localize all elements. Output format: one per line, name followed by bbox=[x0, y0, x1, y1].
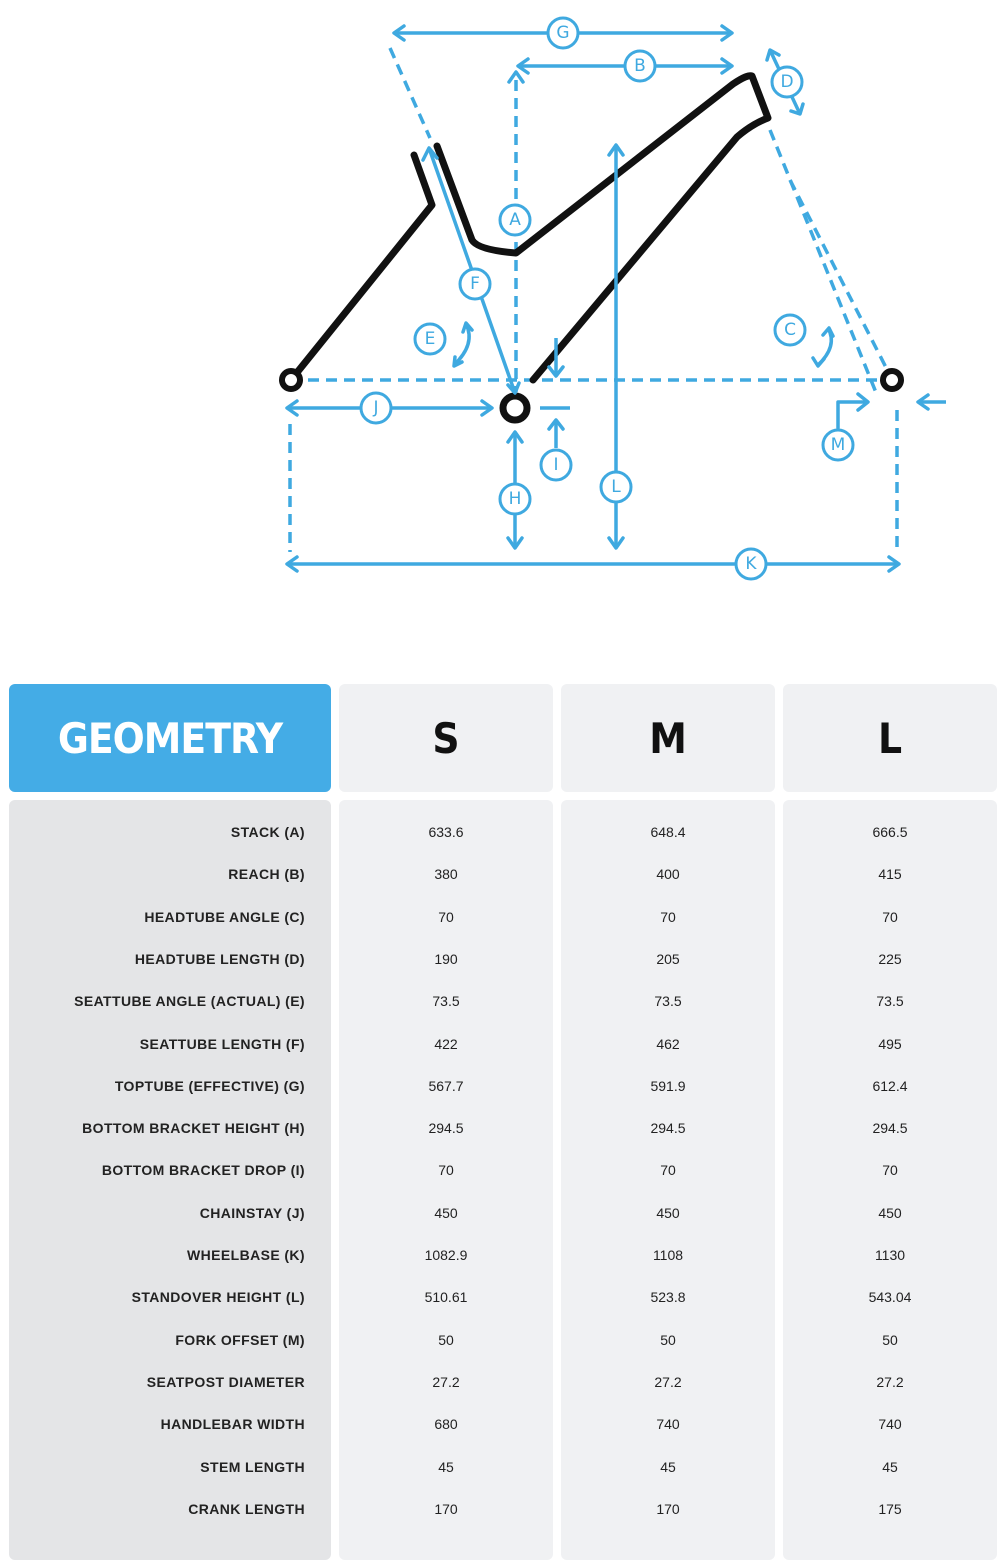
row-label: REACH (B) bbox=[228, 866, 305, 882]
row-label: STEM LENGTH bbox=[200, 1459, 305, 1475]
marker-g bbox=[548, 18, 578, 48]
size-column-s bbox=[339, 684, 553, 1552]
row-label: CHAINSTAY (J) bbox=[199, 1205, 305, 1221]
row-value: 543.04 bbox=[868, 1289, 912, 1305]
row-value: 1130 bbox=[874, 1247, 906, 1263]
row-label: FORK OFFSET (M) bbox=[175, 1332, 305, 1348]
row-value: 27.2 bbox=[432, 1374, 460, 1390]
row-value: 70 bbox=[438, 909, 454, 925]
row-label: BOTTOM BRACKET HEIGHT (H) bbox=[82, 1120, 305, 1136]
row-label: TOPTUBE (EFFECTIVE) (G) bbox=[114, 1078, 305, 1094]
row-value: 612.4 bbox=[872, 1078, 908, 1094]
row-value: 27.2 bbox=[876, 1374, 904, 1390]
row-label: STACK (A) bbox=[230, 824, 305, 840]
row-value: 380 bbox=[434, 866, 458, 882]
row-value: 70 bbox=[882, 909, 898, 925]
row-value: 27.2 bbox=[654, 1374, 682, 1390]
row-value: 50 bbox=[882, 1332, 898, 1348]
dimension-markers bbox=[361, 18, 853, 579]
marker-b bbox=[625, 51, 655, 81]
row-value: 680 bbox=[434, 1416, 458, 1432]
row-label: HEADTUBE ANGLE (C) bbox=[144, 909, 305, 925]
marker-d bbox=[772, 67, 802, 97]
row-value: 648.4 bbox=[650, 824, 686, 840]
row-value: 666.5 bbox=[872, 824, 908, 840]
row-value: 70 bbox=[882, 1162, 898, 1178]
row-value: 422 bbox=[434, 1036, 458, 1052]
size-header-l: L bbox=[783, 684, 997, 792]
marker-c bbox=[775, 315, 805, 345]
row-value: 567.7 bbox=[428, 1078, 464, 1094]
size-column-m bbox=[561, 684, 775, 1552]
row-value: 450 bbox=[656, 1205, 680, 1221]
frame-geometry-diagram bbox=[0, 0, 1006, 620]
rear-axle bbox=[282, 371, 300, 389]
row-label: SEATTUBE ANGLE (ACTUAL) (E) bbox=[74, 993, 305, 1009]
row-value: 170 bbox=[656, 1501, 680, 1517]
row-value: 73.5 bbox=[432, 993, 460, 1009]
svg-text:K: K bbox=[745, 554, 757, 574]
size-column-l bbox=[783, 684, 997, 1552]
table-title: GEOMETRY bbox=[9, 684, 331, 792]
marker-m bbox=[823, 430, 853, 460]
size-header-s: S bbox=[339, 684, 553, 792]
row-label: WHEELBASE (K) bbox=[187, 1247, 305, 1263]
svg-text:J: J bbox=[373, 398, 379, 418]
geometry-table bbox=[9, 684, 997, 1552]
svg-text:A: A bbox=[509, 210, 521, 230]
row-value: 45 bbox=[882, 1459, 898, 1475]
row-value: 205 bbox=[656, 951, 680, 967]
size-header-m: M bbox=[561, 684, 775, 792]
row-value: 633.6 bbox=[428, 824, 464, 840]
svg-text:H: H bbox=[508, 489, 522, 509]
seatstay bbox=[291, 155, 432, 380]
row-value: 450 bbox=[434, 1205, 458, 1221]
marker-a bbox=[500, 205, 530, 235]
row-value: 400 bbox=[656, 866, 680, 882]
svg-text:C: C bbox=[784, 320, 796, 340]
marker-h bbox=[500, 484, 530, 514]
row-label: BOTTOM BRACKET DROP (I) bbox=[101, 1162, 305, 1178]
row-value: 70 bbox=[660, 909, 676, 925]
row-value: 1108 bbox=[652, 1247, 684, 1263]
marker-e bbox=[415, 324, 445, 354]
row-value: 70 bbox=[438, 1162, 454, 1178]
row-value: 73.5 bbox=[654, 993, 682, 1009]
row-value: 190 bbox=[434, 951, 458, 967]
row-value: 50 bbox=[660, 1332, 676, 1348]
row-value: 462 bbox=[656, 1036, 680, 1052]
row-value: 510.61 bbox=[424, 1289, 468, 1305]
row-value: 523.8 bbox=[650, 1289, 686, 1305]
row-value: 225 bbox=[878, 951, 902, 967]
front-axle bbox=[883, 371, 901, 389]
row-value: 450 bbox=[878, 1205, 902, 1221]
svg-text:G: G bbox=[556, 23, 570, 43]
row-value: 1082.9 bbox=[424, 1247, 468, 1263]
row-label: CRANK LENGTH bbox=[188, 1501, 305, 1517]
row-value: 591.9 bbox=[650, 1078, 686, 1094]
marker-k bbox=[736, 549, 766, 579]
row-value: 495 bbox=[878, 1036, 902, 1052]
row-value: 294.5 bbox=[428, 1120, 464, 1136]
svg-text:B: B bbox=[634, 56, 646, 76]
row-label: STANDOVER HEIGHT (L) bbox=[131, 1289, 305, 1305]
row-value: 45 bbox=[660, 1459, 676, 1475]
row-value: 170 bbox=[434, 1501, 458, 1517]
marker-l bbox=[601, 472, 631, 502]
svg-text:M: M bbox=[830, 435, 846, 455]
row-value: 294.5 bbox=[872, 1120, 908, 1136]
reference-lines bbox=[290, 48, 897, 552]
marker-j bbox=[361, 393, 391, 423]
svg-text:E: E bbox=[424, 329, 436, 349]
svg-text:L: L bbox=[611, 477, 621, 497]
row-value: 175 bbox=[878, 1501, 902, 1517]
row-value: 45 bbox=[438, 1459, 454, 1475]
row-value: 70 bbox=[660, 1162, 676, 1178]
row-value: 294.5 bbox=[650, 1120, 686, 1136]
top-tube bbox=[437, 76, 768, 380]
row-value: 415 bbox=[878, 866, 902, 882]
marker-f bbox=[460, 269, 490, 299]
row-label: SEATPOST DIAMETER bbox=[146, 1374, 305, 1390]
svg-text:D: D bbox=[780, 72, 794, 92]
row-label: HEADTUBE LENGTH (D) bbox=[134, 951, 305, 967]
bottom-bracket bbox=[503, 396, 527, 420]
row-value: 740 bbox=[878, 1416, 902, 1432]
bike-frame bbox=[282, 76, 901, 420]
row-value: 740 bbox=[656, 1416, 680, 1432]
svg-text:F: F bbox=[470, 274, 480, 294]
row-label: HANDLEBAR WIDTH bbox=[160, 1416, 305, 1432]
marker-i bbox=[541, 450, 571, 480]
row-value: 73.5 bbox=[876, 993, 904, 1009]
row-label: SEATTUBE LENGTH (F) bbox=[139, 1036, 305, 1052]
row-value: 50 bbox=[438, 1332, 454, 1348]
svg-text:I: I bbox=[553, 455, 559, 475]
label-column bbox=[9, 684, 331, 1552]
